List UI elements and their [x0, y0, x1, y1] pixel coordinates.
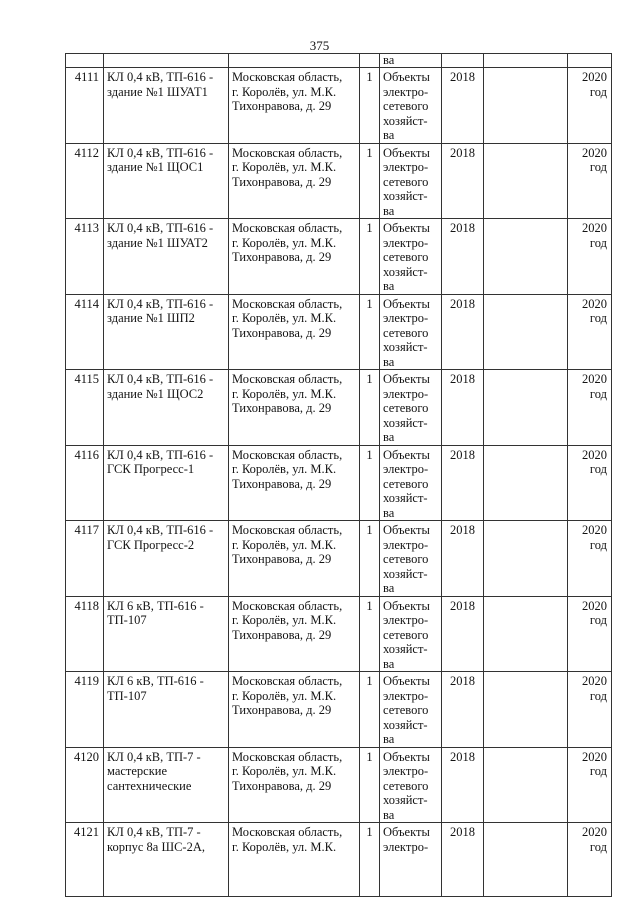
cell-year: 2018	[442, 445, 484, 521]
cell-extra	[484, 521, 568, 597]
cell-year: 2018	[442, 672, 484, 748]
address-line: Московская область,	[232, 296, 343, 311]
cell-address	[229, 596, 360, 672]
address-line: Московская область,	[232, 598, 343, 613]
cell-deadline	[568, 596, 612, 672]
category-line: хозяйст-	[383, 717, 428, 732]
cell-name	[104, 294, 229, 370]
category-line: ва	[383, 203, 395, 218]
cell-year: 2018	[442, 823, 484, 897]
cell-extra	[484, 294, 568, 370]
cell-name	[104, 596, 229, 672]
cell-year: 2018	[442, 370, 484, 446]
name-line: сантехнические	[107, 778, 192, 793]
cell-num: 4115	[66, 370, 104, 446]
category-line: Объекты	[383, 825, 430, 839]
address-line: Тихонравова, д. 29	[232, 325, 332, 340]
table-row	[66, 823, 612, 897]
deadline-line: год	[589, 613, 607, 627]
category-line: сетевого	[383, 250, 429, 264]
address-line: Московская область,	[232, 749, 343, 764]
cell-deadline	[568, 370, 612, 446]
deadline-line: год	[589, 160, 607, 174]
deadline-line: год	[589, 235, 607, 250]
deadline-line: 2020	[582, 825, 607, 839]
cell-qty: 1	[360, 445, 380, 521]
category-line: Объекты	[383, 145, 430, 160]
cell-qty: 1	[360, 672, 380, 748]
cell-name	[104, 68, 229, 144]
category-line: сетевого	[383, 325, 429, 340]
cell-year: 2018	[442, 596, 484, 672]
category-line: сетевого	[383, 552, 429, 566]
cell-category	[380, 68, 442, 144]
cell-year: 2018	[442, 219, 484, 295]
cell-qty	[360, 54, 380, 68]
name-line: КЛ 0,4 кВ, ТП-616 -	[107, 70, 214, 84]
category-line: электро-	[383, 537, 429, 552]
address-line: г. Королёв, ул. М.К.	[232, 537, 337, 552]
cell-year: 2018	[442, 747, 484, 823]
cell-name	[104, 521, 229, 597]
table-row	[66, 521, 612, 597]
category-line: хозяйст-	[383, 113, 428, 128]
address-line: Московская область,	[232, 70, 343, 84]
address-line: Московская область,	[232, 674, 343, 688]
category-line: ва	[383, 354, 395, 369]
category-line: электро-	[383, 839, 429, 854]
name-line: КЛ 0,4 кВ, ТП-616 -	[107, 372, 214, 386]
cell-num: 4113	[66, 219, 104, 295]
table-row	[66, 445, 612, 521]
name-line: КЛ 0,4 кВ, ТП-616 -	[107, 447, 214, 462]
cell-address	[229, 672, 360, 748]
address-line: Московская область,	[232, 221, 343, 235]
cell-extra	[484, 596, 568, 672]
cell-name	[104, 747, 229, 823]
category-line: ва	[383, 807, 395, 822]
category-line: Объекты	[383, 523, 430, 537]
address-line: г. Королёв, ул. М.К.	[232, 764, 337, 778]
cell-category	[380, 596, 442, 672]
name-line: КЛ 0,4 кВ, ТП-616 -	[107, 221, 214, 235]
cell-qty: 1	[360, 68, 380, 144]
cell-address	[229, 445, 360, 521]
cell-deadline	[568, 445, 612, 521]
cell-category	[380, 823, 442, 897]
category-line: электро-	[383, 688, 429, 703]
cell-address	[229, 747, 360, 823]
address-line: Московская область,	[232, 825, 343, 839]
category-line: сетевого	[383, 401, 429, 415]
cell-address	[229, 370, 360, 446]
table-row	[66, 68, 612, 144]
address-line: г. Королёв, ул. М.К.	[232, 84, 337, 99]
address-line: г. Королёв, ул. М.К.	[232, 462, 337, 476]
cell-address	[229, 143, 360, 219]
deadline-line: год	[589, 84, 607, 99]
cell-year: 2018	[442, 294, 484, 370]
name-line: здание №1 ШП2	[107, 311, 195, 325]
address-line: Тихонравова, д. 29	[232, 99, 332, 113]
table-row	[66, 143, 612, 219]
registry-table	[65, 53, 612, 897]
category-line: Объекты	[383, 674, 430, 688]
category-line: электро-	[383, 386, 429, 401]
category-line: сетевого	[383, 778, 429, 793]
cell-address	[229, 54, 360, 68]
category-line: хозяйст-	[383, 340, 428, 354]
deadline-line: год	[589, 764, 607, 778]
cell-num: 4121	[66, 823, 104, 897]
cell-qty: 1	[360, 370, 380, 446]
address-line: Тихонравова, д. 29	[232, 401, 332, 415]
cell-name	[104, 445, 229, 521]
cell-qty: 1	[360, 823, 380, 897]
category-line: ва	[383, 581, 395, 595]
category-line: электро-	[383, 462, 429, 476]
category-line: Объекты	[383, 447, 430, 462]
category-line: хозяйст-	[383, 642, 428, 656]
cell-extra	[484, 370, 568, 446]
deadline-line: год	[589, 839, 607, 854]
cell-deadline	[568, 823, 612, 897]
address-line: Тихонравова, д. 29	[232, 778, 332, 793]
name-line: КЛ 6 кВ, ТП-616 -	[107, 598, 204, 613]
category-line: хозяйст-	[383, 415, 428, 430]
cell-category	[380, 445, 442, 521]
deadline-line: 2020	[582, 145, 607, 160]
cell-deadline	[568, 747, 612, 823]
cell-extra	[484, 823, 568, 897]
category-line: хозяйст-	[383, 264, 428, 279]
category-line: Объекты	[383, 70, 430, 84]
name-line: здание №1 ШУАТ1	[107, 84, 208, 99]
name-line: ГСК Прогресс-2	[107, 537, 195, 552]
cell-category	[380, 672, 442, 748]
cell-num: 4116	[66, 445, 104, 521]
name-line: КЛ 0,4 кВ, ТП-7 -	[107, 825, 201, 839]
name-line: мастерские	[107, 764, 168, 778]
address-line: г. Королёв, ул. М.К.	[232, 235, 337, 250]
cell-extra	[484, 672, 568, 748]
cell-deadline	[568, 672, 612, 748]
category-line: Объекты	[383, 221, 430, 235]
address-line: г. Королёв, ул. М.К.	[232, 688, 337, 703]
address-line: Тихонравова, д. 29	[232, 250, 332, 264]
deadline-line: год	[589, 311, 607, 325]
category-line: хозяйст-	[383, 491, 428, 505]
cell-category	[380, 143, 442, 219]
cell-extra	[484, 143, 568, 219]
name-line: здание №1 ЩОС1	[107, 160, 204, 174]
cell-num: 4118	[66, 596, 104, 672]
cell-address	[229, 68, 360, 144]
deadline-line: год	[589, 462, 607, 476]
name-line: ТП-107	[107, 613, 147, 627]
registry-table-body	[66, 54, 612, 897]
table-row	[66, 596, 612, 672]
cell-deadline	[568, 68, 612, 144]
deadline-line: 2020	[582, 70, 607, 84]
category-line: ва	[383, 656, 395, 671]
category-line: хозяйст-	[383, 793, 428, 807]
category-line: Объекты	[383, 296, 430, 311]
category-line: сетевого	[383, 99, 429, 113]
table-row	[66, 672, 612, 748]
category-line: сетевого	[383, 627, 429, 642]
cell-qty: 1	[360, 747, 380, 823]
category-line: Объекты	[383, 372, 430, 386]
name-line: КЛ 0,4 кВ, ТП-616 -	[107, 523, 214, 537]
table-row	[66, 747, 612, 823]
cell-category	[380, 294, 442, 370]
cell-category	[380, 747, 442, 823]
name-line: здание №1 ЩОС2	[107, 386, 204, 401]
category-line: ва	[383, 430, 395, 444]
name-line: корпус 8а ШС-2А,	[107, 839, 205, 854]
category-line: Объекты	[383, 598, 430, 613]
cell-year	[442, 54, 484, 68]
category-line: ва	[383, 279, 395, 293]
address-line: г. Королёв, ул. М.К.	[232, 160, 337, 174]
cell-num: 4111	[66, 68, 104, 144]
page-number: 375	[309, 38, 330, 53]
name-line: здание №1 ШУАТ2	[107, 235, 208, 250]
name-line: КЛ 0,4 кВ, ТП-616 -	[107, 145, 214, 160]
address-line: Тихонравова, д. 29	[232, 476, 332, 491]
deadline-line: год	[589, 688, 607, 703]
continuation-row	[66, 54, 612, 68]
cell-extra	[484, 68, 568, 144]
address-line: Московская область,	[232, 523, 343, 537]
cell-num: 4117	[66, 521, 104, 597]
cell-deadline	[568, 143, 612, 219]
cell-deadline	[568, 294, 612, 370]
cell-category: ва	[380, 54, 442, 68]
cell-qty: 1	[360, 521, 380, 597]
address-line: Московская область,	[232, 372, 343, 386]
table-row	[66, 294, 612, 370]
category-line: ва	[383, 505, 395, 520]
cell-year: 2018	[442, 521, 484, 597]
category-line: ва	[383, 128, 395, 142]
cell-name	[104, 54, 229, 68]
deadline-line: 2020	[582, 296, 607, 311]
deadline-line: 2020	[582, 372, 607, 386]
category-line: электро-	[383, 160, 429, 174]
category-line: сетевого	[383, 174, 429, 189]
cell-deadline	[568, 521, 612, 597]
category-line: электро-	[383, 84, 429, 99]
category-line: хозяйст-	[383, 566, 428, 581]
name-line: ГСК Прогресс-1	[107, 462, 195, 476]
address-line: Тихонравова, д. 29	[232, 552, 332, 566]
cell-extra	[484, 445, 568, 521]
address-line: Московская область,	[232, 145, 343, 160]
category-line: электро-	[383, 613, 429, 627]
name-line: КЛ 6 кВ, ТП-616 -	[107, 674, 204, 688]
cell-address	[229, 823, 360, 897]
name-line: КЛ 0,4 кВ, ТП-7 -	[107, 749, 201, 764]
cell-name	[104, 143, 229, 219]
cell-year: 2018	[442, 143, 484, 219]
deadline-line: 2020	[582, 598, 607, 613]
deadline-line: 2020	[582, 523, 607, 537]
name-line: ТП-107	[107, 688, 147, 703]
address-line: г. Королёв, ул. М.К.	[232, 839, 337, 854]
cell-num: 4114	[66, 294, 104, 370]
cell-extra	[484, 219, 568, 295]
cell-name	[104, 672, 229, 748]
deadline-line: 2020	[582, 221, 607, 235]
cell-year: 2018	[442, 68, 484, 144]
cell-qty: 1	[360, 143, 380, 219]
category-line: ва	[383, 732, 395, 746]
cell-extra	[484, 747, 568, 823]
cell-qty: 1	[360, 219, 380, 295]
cell-name	[104, 370, 229, 446]
address-line: г. Королёв, ул. М.К.	[232, 311, 337, 325]
address-line: Тихонравова, д. 29	[232, 627, 332, 642]
cell-category	[380, 370, 442, 446]
cell-address	[229, 521, 360, 597]
cell-address	[229, 294, 360, 370]
cell-qty: 1	[360, 294, 380, 370]
address-line: Тихонравова, д. 29	[232, 703, 332, 717]
deadline-line: 2020	[582, 749, 607, 764]
cell-address	[229, 219, 360, 295]
deadline-line: год	[589, 537, 607, 552]
registry-table-wrapper	[65, 53, 612, 897]
category-line: хозяйст-	[383, 189, 428, 203]
cell-num: 4112	[66, 143, 104, 219]
cell-name	[104, 219, 229, 295]
cell-deadline	[568, 219, 612, 295]
address-line: Московская область,	[232, 447, 343, 462]
cell-category	[380, 521, 442, 597]
deadline-line: год	[589, 386, 607, 401]
table-row	[66, 219, 612, 295]
category-line: электро-	[383, 235, 429, 250]
address-line: г. Королёв, ул. М.К.	[232, 386, 337, 401]
address-line: г. Королёв, ул. М.К.	[232, 613, 337, 627]
address-line: Тихонравова, д. 29	[232, 174, 332, 189]
cell-deadline	[568, 54, 612, 68]
cell-num: 4119	[66, 672, 104, 748]
category-line: Объекты	[383, 749, 430, 764]
cell-num: 4120	[66, 747, 104, 823]
deadline-line: 2020	[582, 447, 607, 462]
cell-extra	[484, 54, 568, 68]
category-line: электро-	[383, 764, 429, 778]
category-line: сетевого	[383, 703, 429, 717]
cell-category	[380, 219, 442, 295]
deadline-line: 2020	[582, 674, 607, 688]
category-line: электро-	[383, 311, 429, 325]
cell-num	[66, 54, 104, 68]
cell-qty: 1	[360, 596, 380, 672]
category-line: сетевого	[383, 476, 429, 491]
table-row	[66, 370, 612, 446]
name-line: КЛ 0,4 кВ, ТП-616 -	[107, 296, 214, 311]
cell-name	[104, 823, 229, 897]
